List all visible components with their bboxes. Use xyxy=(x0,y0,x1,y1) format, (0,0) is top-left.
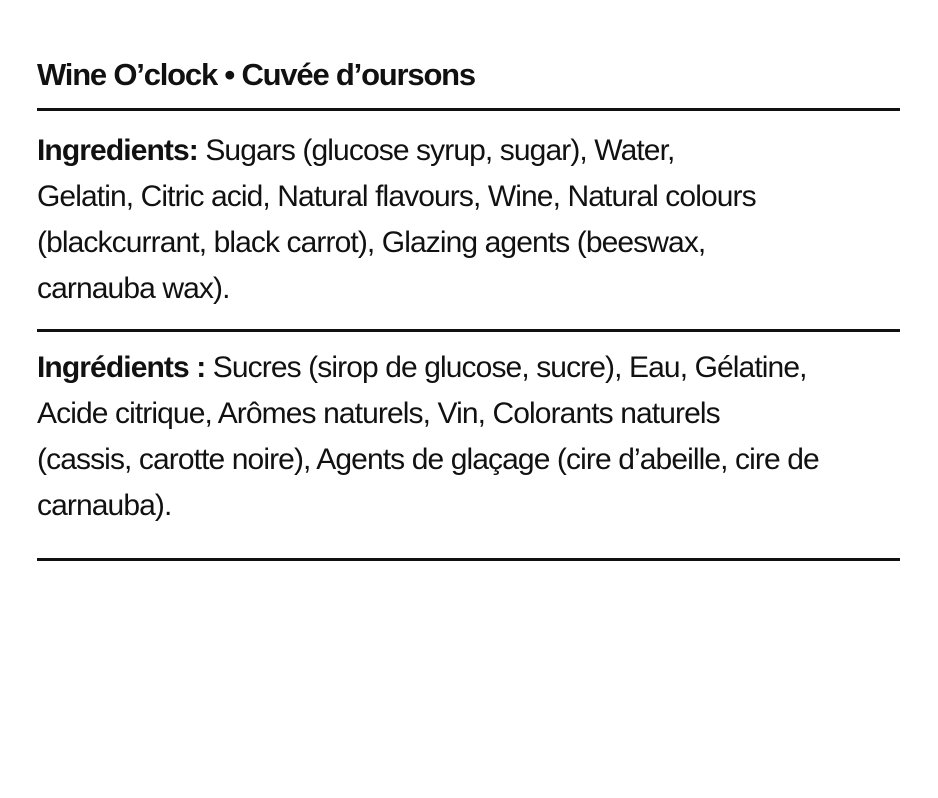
divider-bottom xyxy=(37,558,900,561)
ingredients-french-line-2: Acide citrique, Arômes naturels, Vin, Colorants naturels xyxy=(37,397,720,430)
divider-middle xyxy=(37,329,900,332)
ingredients-english-line-3: (blackcurrant, black carrot), Glazing agents (beeswax, xyxy=(37,226,706,259)
divider-top xyxy=(37,108,900,111)
ingredients-english-line-4: carnauba wax). xyxy=(37,272,230,305)
ingredients-french xyxy=(37,345,900,529)
ingredients-english xyxy=(37,128,900,312)
ingredients-english-heading: Ingredients: xyxy=(37,134,198,167)
ingredients-french-heading: Ingrédients : xyxy=(37,351,206,384)
ingredients-english-text-1: Sugars (glucose syrup, sugar), Water, xyxy=(197,134,675,167)
ingredient-label xyxy=(37,0,900,561)
ingredients-english-line-1 xyxy=(37,128,900,174)
ingredients-french-text-1: Sucres (sirop de glucose, sucre), Eau, Gélatine, xyxy=(205,351,807,384)
ingredients-french-line-3: (cassis, carotte noire), Agents de glaçage (cire d’abeille, cire de xyxy=(37,443,819,476)
ingredients-french-line-1 xyxy=(37,345,900,391)
ingredients-french-line-4: carnauba). xyxy=(37,489,172,522)
product-title: Wine O’clock • Cuvée d’oursons xyxy=(37,57,475,92)
ingredients-english-line-2: Gelatin, Citric acid, Natural flavours, Wine, Natural colours xyxy=(37,180,756,213)
